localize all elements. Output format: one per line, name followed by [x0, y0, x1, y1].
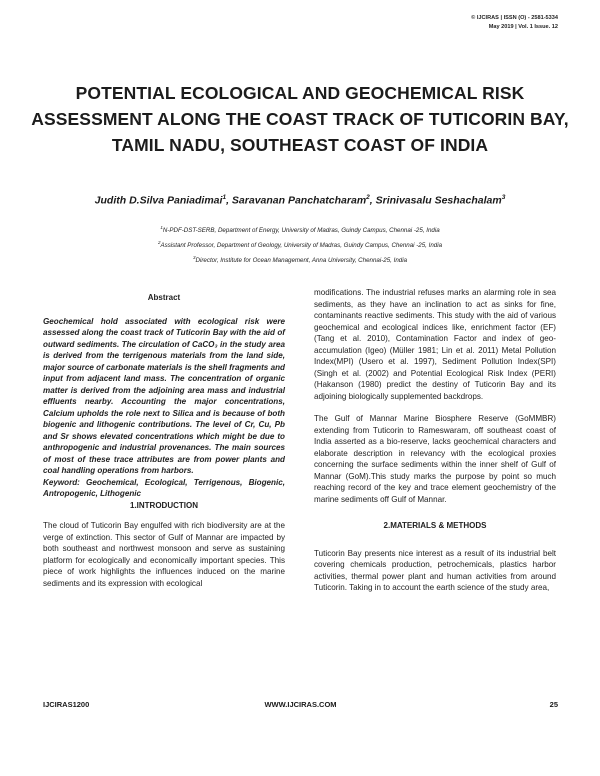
author-name: Saravanan Panchatcharam — [231, 194, 367, 207]
affiliation-line — [30, 252, 570, 267]
author-separator: , — [226, 194, 232, 207]
abstract-heading: Abstract — [147, 293, 181, 302]
abstract-body: Geochemical hold associated with ecological risk were assessed along the coast track of Tuticorin Bay with the aid of outward sediments. The circulation of CaCO₃ in the study area is derived from the terrigenous materials from the land side, major source of carbonate materials is the shell fragments and input from adjacent land mass. The concentration of organic matter is derived from the adjoining area mass and industrial effluents nearby. Accounting the major concentrations, Calcium upholds the role next to Silica and is because of both biogenic and lithogenic contributions. The level of Cr, Cu, Pb and Sr shows elevated concentrations which might be due to anthropogenic and industrial provenances. The main sources of most of these trace attributes are from power plants and coal handling operations from harbors. — [43, 316, 285, 475]
affiliation-text: N-PDF-DST-SERB, Department of Energy, University of Madras, Guindy Campus, Chennai -25, India — [162, 227, 440, 235]
affiliation-number: 1 — [160, 225, 163, 230]
footer-website: WWW.IJCIRAS.COM — [264, 700, 337, 709]
footer-paper-id: IJCIRAS1200 — [43, 700, 90, 709]
author-affil-number: 2 — [366, 194, 370, 201]
body-paragraph: The Gulf of Mannar Marine Biosphere Reserve (GoMMBR) extending from Tuticorin to Rameswaram, off southeast coast of India asserted as a bio-reserve, lacks geochemical characters and elaborate description in relevancy with the ecological proxies concerning the surface sediments within the inner shelf of Gulf of Mannar (GoM).This study marks the purpose by point so much reaching record of the key and trace element geochemistry of the marine sediments off Gulf of Mannar. — [314, 414, 556, 504]
author-list — [30, 194, 570, 207]
footer-page-number: 25 — [549, 700, 558, 709]
journal-issue-line: May 2019 | Vol. 1 Issue. 12 — [488, 24, 558, 30]
methods-paragraph: Tuticorin Bay presents nice interest as a result of its industrial belt covering chemicals production, petrochemicals, plastics harbor activities, thermal power plant and human activities from around Tuticorin. Taking in to account the earth science of the study area, — [314, 548, 556, 592]
author-name: Judith D.Silva Paniadimai — [94, 194, 223, 207]
paper-title: POTENTIAL ECOLOGICAL AND GEOCHEMICAL RISK ASSESSMENT ALONG THE COAST TRACK OF TUTICORIN BAY, TAMIL NADU, SOUTHEAST COAST OF INDIA — [31, 83, 569, 155]
author-separator: , — [369, 194, 376, 207]
affiliation-text: Director, Institute for Ocean Management, Anna University, Chennai-25, India — [195, 257, 408, 265]
methods-heading: 2.MATERIALS & METHODS — [383, 521, 487, 530]
affiliation-number: 3 — [192, 255, 196, 261]
body-paragraph: modifications. The industrial refuses marks an alarming role in sea sediments, as they have an inclination to act as sinks for fine, contaminants reactive sediments. This study with the aid of various geochemical and ecological indices like, enrichment factor (EF) (Tang et al. 2010), Contamination Factor and index of geo-accumulation (Igeo) (Müller 1981; Lin et al. 2011) Metal Pollution Index(MPI) (Usero et al. 1997), Sediment Pollution Index(SPI) (Singh et al. (2002) and Potential Ecological Risk Index (PERI) (Hakanson (1980) predict the destiny of Tuticorin Bay and its adjoining biologically supplemented backdrops. — [314, 288, 556, 401]
journal-issn-line: © IJCIRAS | ISSN (O) - 2581-5334 — [471, 15, 558, 21]
introduction-heading: 1.INTRODUCTION — [130, 500, 198, 510]
affiliation-number: 2 — [157, 240, 161, 246]
author-affil-number: 3 — [501, 194, 506, 201]
introduction-paragraph: The cloud of Tuticorin Bay engulfed with rich biodiversity are at the verge of extinction. This sector of Gulf of Mannar are impacted by both southeast and northwest monsoon and serve as sustaining platform for ecologically and economically important species. This piece of work highlights the influences induced on the marine sediments and its expression with ecological — [43, 521, 285, 588]
author-affil-number: 1 — [222, 194, 227, 201]
affiliation-line — [30, 222, 570, 237]
affiliations — [30, 222, 570, 267]
left-column — [43, 288, 285, 589]
keywords: Keyword: Geochemical, Ecological, Terrigenous, Biogenic, Antropogenic, Lithogenic — [43, 477, 285, 498]
right-column — [314, 287, 556, 594]
affiliation-line — [30, 237, 570, 252]
author-name: Srinivasalu Seshachalam — [375, 194, 502, 207]
journal-header — [471, 14, 558, 32]
affiliation-text: Assistant Professor, Department of Geology, University of Madras, Guindy Campus, Chennai -25, India — [160, 242, 443, 250]
